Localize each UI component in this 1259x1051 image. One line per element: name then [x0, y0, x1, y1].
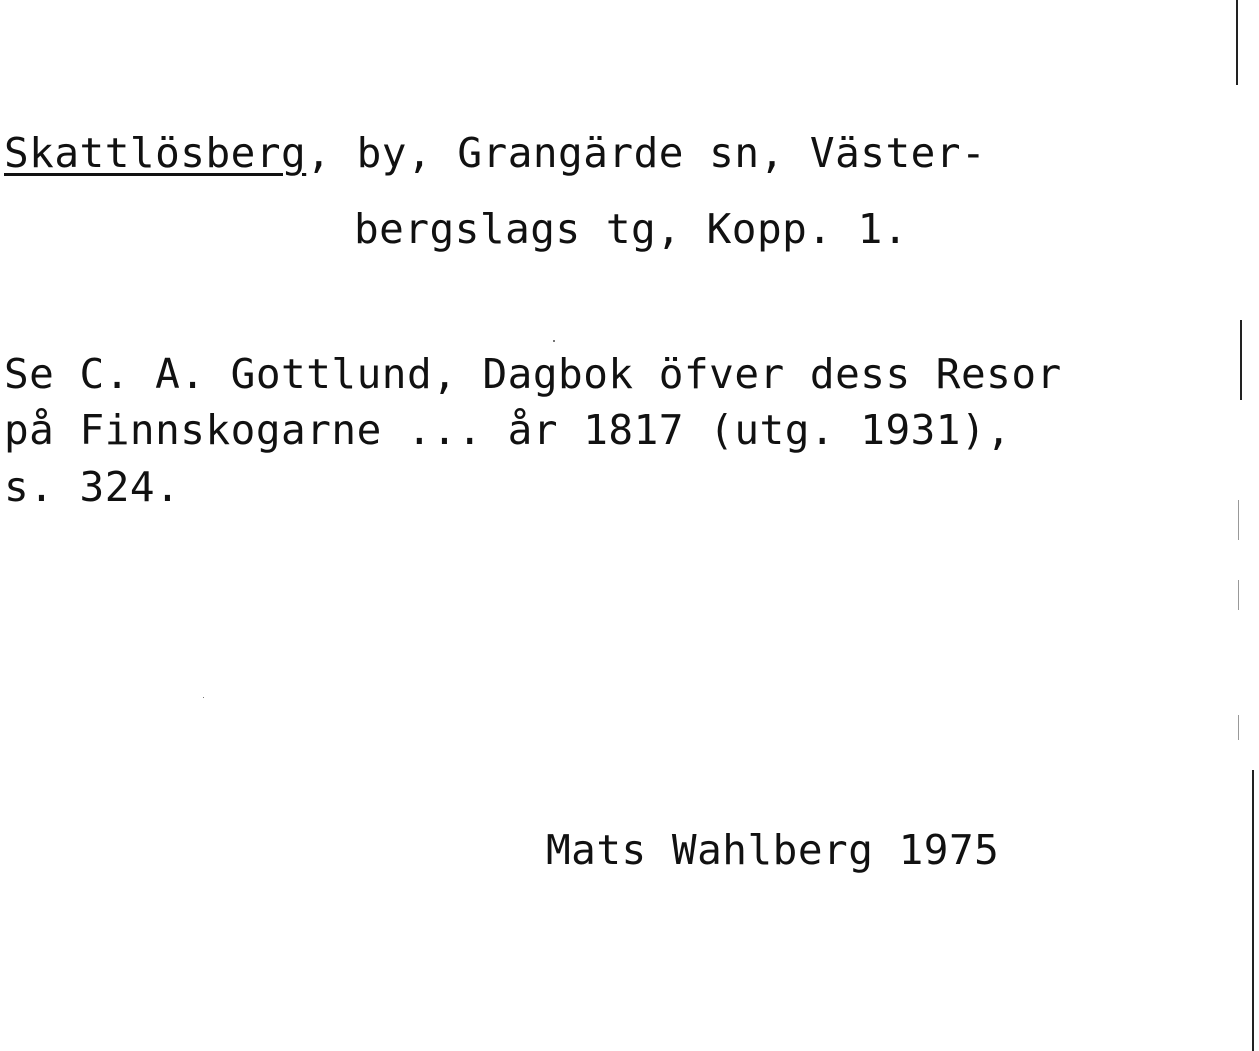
signature: Mats Wahlberg 1975 — [546, 826, 1000, 874]
scan-edge-mark — [1240, 320, 1242, 400]
scan-edge-mark — [1236, 0, 1238, 85]
scan-edge-mark — [1238, 580, 1239, 610]
scan-edge-mark — [1238, 715, 1239, 740]
scan-speck — [203, 697, 204, 698]
reference-line1: Se C. A. Gottlund, Dagbok öfver dess Resor — [4, 350, 1062, 398]
card-heading-line2: bergslags tg, Kopp. 1. — [354, 205, 909, 253]
reference-line3: s. 324. — [4, 463, 181, 511]
place-name: Skattlösberg — [4, 129, 307, 177]
scan-speck — [553, 340, 555, 342]
card-heading-line1 — [4, 131, 986, 175]
heading-rest: , by, Grangärde sn, Väster- — [306, 129, 987, 177]
scan-edge-mark — [1252, 770, 1254, 1051]
scan-edge-mark — [1238, 500, 1239, 540]
reference-line2: på Finnskogarne ... år 1817 (utg. 1931), — [4, 406, 1012, 454]
